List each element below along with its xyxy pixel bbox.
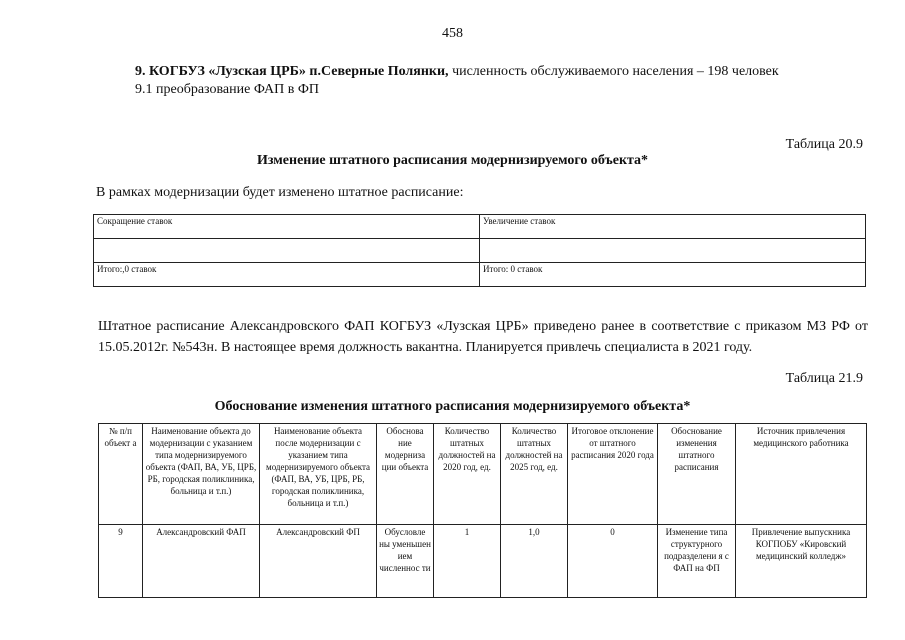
table-cell: Александровский ФАП (143, 525, 260, 598)
table1-title: Изменение штатного расписания модернизируемого объекта* (256, 153, 649, 168)
table-cell: Привлечение выпускника КОГПОБУ «Кировский медицинский колледж» (736, 525, 867, 598)
col-header: Итоговое отклонение от штатного расписания 2020 года (568, 424, 658, 525)
section-heading-bold: 9. КОГБУЗ «Лузская ЦРБ» п.Северные Полянки, (135, 64, 449, 79)
table-cell: 9 (99, 525, 143, 598)
col-header: Обоснование изменения штатного расписания (658, 424, 736, 525)
col-header: Количество штатных должностей на 2025 год, ед. (501, 424, 568, 525)
staffing-change-table (93, 214, 866, 287)
col-header: Количество штатных должностей на 2020 год, ед. (434, 424, 501, 525)
increase-total: Итого: 0 ставок (480, 263, 866, 287)
increase-cell (480, 239, 866, 263)
col-header: № п/п объект а (99, 424, 143, 525)
col-header: Обоснова ние модерниза ции объекта (377, 424, 434, 525)
col-header: Источник привлечения медицинского работника (736, 424, 867, 525)
table-cell: 0 (568, 525, 658, 598)
table-cell: 1 (434, 525, 501, 598)
table-cell: Александровский ФП (260, 525, 377, 598)
reduce-header: Сокращение ставок (94, 215, 480, 239)
reduce-cell (94, 239, 480, 263)
col-header: Наименование объекта до модернизации с указанием типа модернизируемого объекта (ФАП, ВА, УБ, ЦРБ, РБ, городская поликлиника, больница и т.п.) (143, 424, 260, 525)
body-paragraph: Штатное расписание Александровского ФАП КОГБУЗ «Лузская ЦРБ» приведено ранее в соответствие с приказом МЗ РФ от 15.05.2012г. №543н. В настоящее время должность вакантна. Планируется привлечь специалиста в 2021 году. (98, 319, 868, 355)
table-row (99, 525, 867, 598)
table-cell: Изменение типа структурного подразделени я с ФАП на ФП (658, 525, 736, 598)
table1-intro: В рамках модернизации будет изменено штатное расписание: (96, 185, 464, 200)
table1-label: Таблица 20.9 (785, 137, 863, 152)
table-cell: 1,0 (501, 525, 568, 598)
table2-label: Таблица 21.9 (785, 371, 863, 386)
section-heading (135, 64, 779, 80)
page-number: 458 (442, 26, 463, 41)
reduce-total: Итого:,0 ставок (94, 263, 480, 287)
table-cell: Обусловле ны уменьшен ием численнос ти (377, 525, 434, 598)
subsection-heading: 9.1 преобразование ФАП в ФП (135, 82, 320, 97)
table2-title: Обоснование изменения штатного расписания модернизируемого объекта* (214, 399, 691, 414)
increase-header: Увеличение ставок (480, 215, 866, 239)
section-heading-rest: численность обслуживаемого населения – 198 человек (448, 64, 779, 79)
justification-table (98, 423, 867, 598)
col-header: Наименование объекта после модернизации с указанием типа модернизируемого объекта (ФАП, ВА, УБ, ЦРБ, РБ, городская поликлиника, больница и т.п.) (260, 424, 377, 525)
table-header-row (99, 424, 867, 525)
